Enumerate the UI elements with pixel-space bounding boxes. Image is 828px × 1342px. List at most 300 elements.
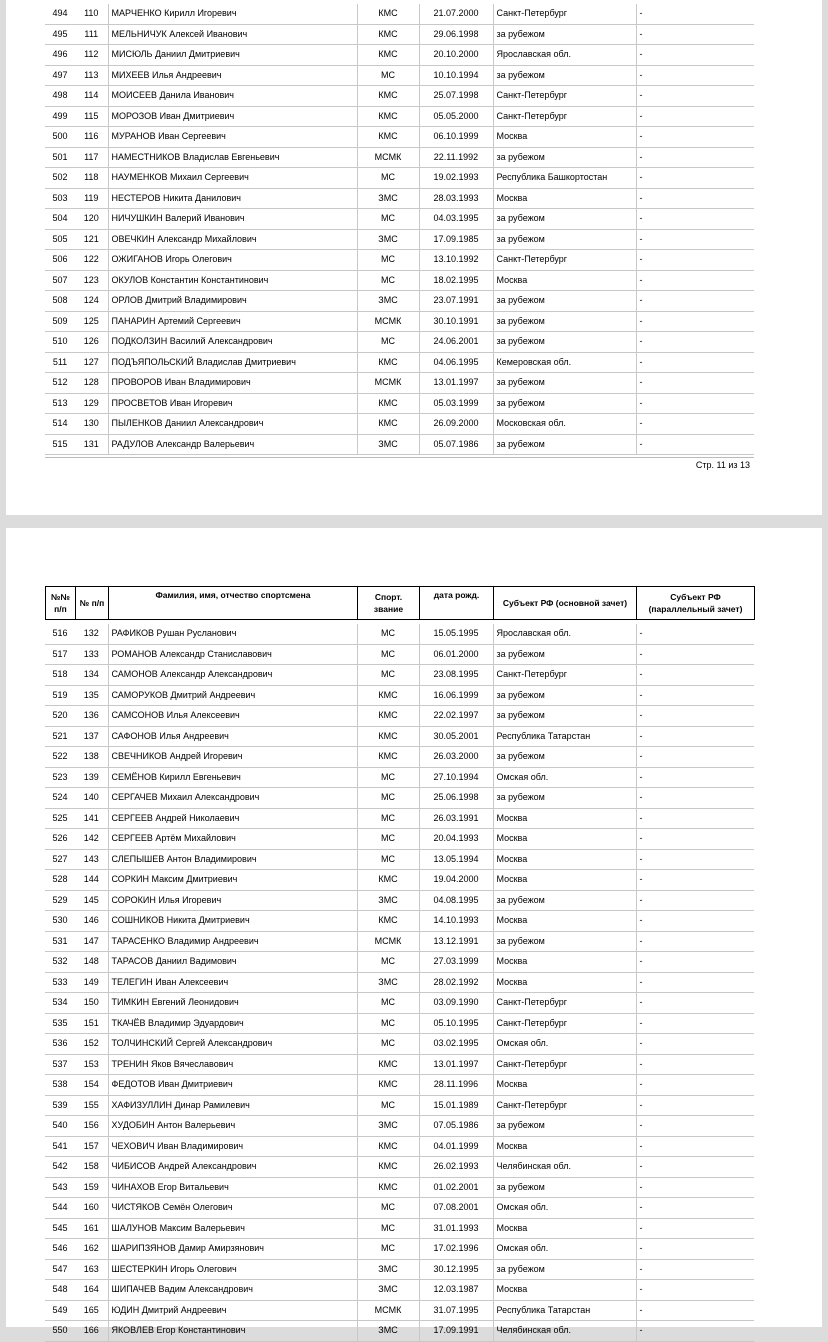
cell-birth-date: 25.07.1998 (419, 86, 493, 107)
cell-athlete-name: РАДУЛОВ Александр Валерьевич (108, 434, 357, 455)
cell-region-main: за рубежом (493, 209, 636, 230)
cell-row-index: 528 (45, 870, 75, 891)
table-row (45, 1198, 754, 1219)
table-row (45, 209, 754, 230)
cell-region-main: за рубежом (493, 1259, 636, 1280)
cell-row-index: 496 (45, 45, 75, 66)
cell-sport-title: КМС (357, 352, 419, 373)
cell-sport-title: ЗМС (357, 229, 419, 250)
table-row (45, 65, 754, 86)
cell-row-index: 516 (45, 624, 75, 644)
cell-region-parallel: - (636, 414, 754, 435)
cell-sport-title: КМС (357, 726, 419, 747)
cell-region-parallel: - (636, 1157, 754, 1178)
cell-sport-title: КМС (357, 870, 419, 891)
cell-athlete-name: ХАФИЗУЛЛИН Динар Рамилевич (108, 1095, 357, 1116)
cell-athlete-name: ЧИБИСОВ Андрей Александрович (108, 1157, 357, 1178)
cell-birth-date: 19.02.1993 (419, 168, 493, 189)
cell-sport-title: МС (357, 952, 419, 973)
cell-athlete-number: 127 (75, 352, 108, 373)
table-row (45, 188, 754, 209)
table-row (45, 911, 754, 932)
cell-region-main: Санкт-Петербург (493, 4, 636, 24)
cell-athlete-number: 148 (75, 952, 108, 973)
cell-region-main: за рубежом (493, 229, 636, 250)
cell-row-index: 534 (45, 993, 75, 1014)
cell-region-parallel: - (636, 1054, 754, 1075)
cell-athlete-number: 150 (75, 993, 108, 1014)
cell-birth-date: 23.07.1991 (419, 291, 493, 312)
table-row (45, 644, 754, 665)
cell-birth-date: 05.03.1999 (419, 393, 493, 414)
table-row (45, 86, 754, 107)
cell-athlete-name: ЧЕХОВИЧ Иван Владимирович (108, 1136, 357, 1157)
cell-athlete-name: МУРАНОВ Иван Сергеевич (108, 127, 357, 148)
cell-sport-title: ЗМС (357, 890, 419, 911)
table-row (45, 393, 754, 414)
cell-athlete-name: САМОРУКОВ Дмитрий Андреевич (108, 685, 357, 706)
cell-row-index: 526 (45, 829, 75, 850)
cell-birth-date: 24.06.2001 (419, 332, 493, 353)
cell-athlete-number: 165 (75, 1300, 108, 1321)
table-row (45, 870, 754, 891)
cell-birth-date: 05.10.1995 (419, 1013, 493, 1034)
cell-region-parallel: - (636, 1300, 754, 1321)
cell-region-main: за рубежом (493, 373, 636, 394)
table-row (45, 1013, 754, 1034)
cell-row-index: 500 (45, 127, 75, 148)
cell-row-index: 545 (45, 1218, 75, 1239)
cell-region-parallel: - (636, 1013, 754, 1034)
cell-athlete-name: ТРЕНИН Яков Вячеславович (108, 1054, 357, 1075)
cell-row-index: 513 (45, 393, 75, 414)
cell-row-index: 543 (45, 1177, 75, 1198)
cell-athlete-number: 135 (75, 685, 108, 706)
cell-sport-title: КМС (357, 45, 419, 66)
table-row (45, 890, 754, 911)
cell-birth-date: 18.02.1995 (419, 270, 493, 291)
cell-row-index: 533 (45, 972, 75, 993)
cell-athlete-number: 128 (75, 373, 108, 394)
header-region-parallel: Субъект РФ (параллельный зачет) (637, 587, 755, 620)
cell-region-parallel: - (636, 972, 754, 993)
table-row (45, 1136, 754, 1157)
cell-athlete-number: 117 (75, 147, 108, 168)
cell-athlete-name: ТАРАСОВ Даниил Вадимович (108, 952, 357, 973)
cell-athlete-number: 115 (75, 106, 108, 127)
cell-row-index: 541 (45, 1136, 75, 1157)
cell-region-main: за рубежом (493, 393, 636, 414)
cell-birth-date: 06.10.1999 (419, 127, 493, 148)
table-row (45, 1054, 754, 1075)
cell-athlete-name: НИЧУШКИН Валерий Иванович (108, 209, 357, 230)
cell-region-parallel: - (636, 1116, 754, 1137)
cell-birth-date: 29.06.1998 (419, 24, 493, 45)
cell-region-parallel: - (636, 434, 754, 455)
cell-athlete-name: ШИПАЧЕВ Вадим Александрович (108, 1280, 357, 1301)
cell-region-main: Омская обл. (493, 767, 636, 788)
cell-region-main: Республика Татарстан (493, 726, 636, 747)
cell-athlete-number: 120 (75, 209, 108, 230)
table-row (45, 1218, 754, 1239)
cell-region-main: Москва (493, 870, 636, 891)
cell-birth-date: 30.12.1995 (419, 1259, 493, 1280)
table-row (45, 767, 754, 788)
cell-birth-date: 27.03.1999 (419, 952, 493, 973)
cell-athlete-number: 149 (75, 972, 108, 993)
table-row (45, 434, 754, 455)
cell-region-parallel: - (636, 147, 754, 168)
table-row (45, 1259, 754, 1280)
cell-region-parallel: - (636, 86, 754, 107)
cell-region-main: Санкт-Петербург (493, 993, 636, 1014)
cell-athlete-number: 164 (75, 1280, 108, 1301)
cell-region-parallel: - (636, 767, 754, 788)
cell-birth-date: 05.07.1986 (419, 434, 493, 455)
cell-athlete-number: 132 (75, 624, 108, 644)
cell-birth-date: 13.10.1992 (419, 250, 493, 271)
cell-region-parallel: - (636, 168, 754, 189)
cell-region-main: Москва (493, 911, 636, 932)
cell-region-parallel: - (636, 65, 754, 86)
cell-region-parallel: - (636, 373, 754, 394)
cell-athlete-number: 146 (75, 911, 108, 932)
cell-region-main: Омская обл. (493, 1034, 636, 1055)
cell-region-main: Омская обл. (493, 1239, 636, 1260)
table-row (45, 250, 754, 271)
cell-athlete-number: 147 (75, 931, 108, 952)
cell-sport-title: КМС (357, 127, 419, 148)
cell-row-index: 494 (45, 4, 75, 24)
document-page-12 (6, 528, 822, 1335)
cell-row-index: 508 (45, 291, 75, 312)
cell-region-main: Москва (493, 1075, 636, 1096)
cell-athlete-number: 152 (75, 1034, 108, 1055)
table-row (45, 849, 754, 870)
cell-athlete-number: 142 (75, 829, 108, 850)
cell-sport-title: КМС (357, 106, 419, 127)
cell-region-main: Москва (493, 1136, 636, 1157)
cell-row-index: 497 (45, 65, 75, 86)
table-row (45, 747, 754, 768)
cell-birth-date: 26.02.1993 (419, 1157, 493, 1178)
cell-athlete-number: 114 (75, 86, 108, 107)
cell-row-index: 536 (45, 1034, 75, 1055)
cell-athlete-name: ПРОСВЕТОВ Иван Игоревич (108, 393, 357, 414)
table-row (45, 1075, 754, 1096)
cell-region-parallel: - (636, 665, 754, 686)
cell-region-main: за рубежом (493, 747, 636, 768)
cell-athlete-name: ЯКОВЛЕВ Егор Константинович (108, 1321, 357, 1342)
cell-birth-date: 03.09.1990 (419, 993, 493, 1014)
cell-row-index: 502 (45, 168, 75, 189)
cell-region-parallel: - (636, 1095, 754, 1116)
cell-birth-date: 31.07.1995 (419, 1300, 493, 1321)
table-row (45, 24, 754, 45)
cell-birth-date: 13.05.1994 (419, 849, 493, 870)
cell-row-index: 546 (45, 1239, 75, 1260)
cell-sport-title: МС (357, 1239, 419, 1260)
cell-region-parallel: - (636, 624, 754, 644)
cell-athlete-name: МАРЧЕНКО Кирилл Игоревич (108, 4, 357, 24)
cell-region-parallel: - (636, 644, 754, 665)
cell-athlete-number: 129 (75, 393, 108, 414)
cell-region-parallel: - (636, 788, 754, 809)
cell-region-parallel: - (636, 1075, 754, 1096)
cell-athlete-name: ПРОВОРОВ Иван Владимирович (108, 373, 357, 394)
cell-row-index: 538 (45, 1075, 75, 1096)
cell-row-index: 499 (45, 106, 75, 127)
cell-region-parallel: - (636, 706, 754, 727)
cell-athlete-name: МЕЛЬНИЧУК Алексей Иванович (108, 24, 357, 45)
cell-region-main: Москва (493, 952, 636, 973)
cell-region-main: Санкт-Петербург (493, 250, 636, 271)
cell-region-main: за рубежом (493, 311, 636, 332)
cell-athlete-number: 122 (75, 250, 108, 271)
cell-sport-title: КМС (357, 1136, 419, 1157)
cell-region-main: Москва (493, 1218, 636, 1239)
cell-birth-date: 04.08.1995 (419, 890, 493, 911)
cell-athlete-name: ОКУЛОВ Константин Константинович (108, 270, 357, 291)
table-row (45, 685, 754, 706)
cell-region-parallel: - (636, 1136, 754, 1157)
athletes-table-page-11 (45, 4, 754, 455)
cell-row-index: 527 (45, 849, 75, 870)
cell-sport-title: МС (357, 829, 419, 850)
cell-sport-title: МСМК (357, 147, 419, 168)
cell-athlete-name: МОРОЗОВ Иван Дмитриевич (108, 106, 357, 127)
cell-birth-date: 28.03.1993 (419, 188, 493, 209)
cell-athlete-number: 141 (75, 808, 108, 829)
cell-region-parallel: - (636, 209, 754, 230)
cell-sport-title: КМС (357, 747, 419, 768)
cell-athlete-name: МИСЮЛЬ Даниил Дмитриевич (108, 45, 357, 66)
cell-region-parallel: - (636, 291, 754, 312)
cell-region-main: Москва (493, 972, 636, 993)
cell-athlete-name: СЛЕПЫШЕВ Антон Владимирович (108, 849, 357, 870)
cell-region-main: за рубежом (493, 1177, 636, 1198)
cell-athlete-number: 144 (75, 870, 108, 891)
cell-athlete-name: ОРЛОВ Дмитрий Владимирович (108, 291, 357, 312)
cell-region-parallel: - (636, 685, 754, 706)
cell-row-index: 539 (45, 1095, 75, 1116)
cell-region-parallel: - (636, 393, 754, 414)
cell-region-main: Московская обл. (493, 414, 636, 435)
cell-athlete-number: 138 (75, 747, 108, 768)
cell-birth-date: 28.11.1996 (419, 1075, 493, 1096)
table-row (45, 972, 754, 993)
cell-row-index: 498 (45, 86, 75, 107)
cell-athlete-name: ШАРИПЗЯНОВ Дамир Амирзянович (108, 1239, 357, 1260)
cell-region-main: Кемеровская обл. (493, 352, 636, 373)
table-row (45, 1321, 754, 1342)
cell-athlete-name: СОРКИН Максим Дмитриевич (108, 870, 357, 891)
table-row (45, 1157, 754, 1178)
cell-row-index: 505 (45, 229, 75, 250)
cell-athlete-name: СОШНИКОВ Никита Дмитриевич (108, 911, 357, 932)
cell-row-index: 503 (45, 188, 75, 209)
cell-region-parallel: - (636, 1259, 754, 1280)
cell-row-index: 495 (45, 24, 75, 45)
cell-birth-date: 15.05.1995 (419, 624, 493, 644)
cell-region-main: Санкт-Петербург (493, 1013, 636, 1034)
cell-row-index: 512 (45, 373, 75, 394)
cell-sport-title: ЗМС (357, 1321, 419, 1342)
cell-sport-title: КМС (357, 1157, 419, 1178)
cell-birth-date: 28.02.1992 (419, 972, 493, 993)
table-row (45, 952, 754, 973)
cell-sport-title: КМС (357, 4, 419, 24)
cell-region-parallel: - (636, 106, 754, 127)
cell-athlete-name: ЧИСТЯКОВ Семён Олегович (108, 1198, 357, 1219)
cell-athlete-name: СОРОКИН Илья Игоревич (108, 890, 357, 911)
cell-athlete-number: 140 (75, 788, 108, 809)
cell-birth-date: 20.04.1993 (419, 829, 493, 850)
cell-athlete-number: 166 (75, 1321, 108, 1342)
cell-row-index: 507 (45, 270, 75, 291)
cell-region-parallel: - (636, 911, 754, 932)
cell-region-main: Санкт-Петербург (493, 1054, 636, 1075)
cell-sport-title: МС (357, 270, 419, 291)
cell-athlete-name: МОИСЕЕВ Данила Иванович (108, 86, 357, 107)
cell-athlete-name: МИХЕЕВ Илья Андреевич (108, 65, 357, 86)
cell-region-parallel: - (636, 726, 754, 747)
cell-athlete-name: ПЫЛЕНКОВ Даниил Александрович (108, 414, 357, 435)
cell-row-index: 504 (45, 209, 75, 230)
cell-athlete-name: ОВЕЧКИН Александр Михайлович (108, 229, 357, 250)
cell-region-main: за рубежом (493, 890, 636, 911)
cell-region-main: за рубежом (493, 931, 636, 952)
cell-athlete-name: ХУДОБИН Антон Валерьевич (108, 1116, 357, 1137)
cell-birth-date: 14.10.1993 (419, 911, 493, 932)
cell-sport-title: МС (357, 1095, 419, 1116)
cell-sport-title: МСМК (357, 311, 419, 332)
table-row (45, 332, 754, 353)
cell-row-index: 537 (45, 1054, 75, 1075)
cell-row-index: 510 (45, 332, 75, 353)
table-row (45, 1034, 754, 1055)
cell-birth-date: 04.03.1995 (419, 209, 493, 230)
cell-birth-date: 16.06.1999 (419, 685, 493, 706)
cell-athlete-name: ПОДЪЯПОЛЬСКИЙ Владислав Дмитриевич (108, 352, 357, 373)
header-region-main: Субъект РФ (основной зачет) (494, 587, 637, 620)
cell-athlete-number: 110 (75, 4, 108, 24)
cell-row-index: 531 (45, 931, 75, 952)
cell-birth-date: 07.08.2001 (419, 1198, 493, 1219)
cell-sport-title: ЗМС (357, 291, 419, 312)
table-row (45, 624, 754, 644)
cell-birth-date: 13.12.1991 (419, 931, 493, 952)
cell-region-main: Москва (493, 829, 636, 850)
cell-sport-title: МС (357, 1198, 419, 1219)
cell-athlete-number: 153 (75, 1054, 108, 1075)
header-full-name: Фамилия, имя, отчество спортсмена (109, 587, 358, 620)
cell-sport-title: ЗМС (357, 1116, 419, 1137)
cell-athlete-name: СЕРГЕЕВ Артём Михайлович (108, 829, 357, 850)
table-row (45, 726, 754, 747)
cell-birth-date: 19.04.2000 (419, 870, 493, 891)
table-row (45, 1095, 754, 1116)
cell-region-parallel: - (636, 250, 754, 271)
table-row (45, 808, 754, 829)
cell-athlete-number: 113 (75, 65, 108, 86)
cell-athlete-name: ЮДИН Дмитрий Андреевич (108, 1300, 357, 1321)
cell-region-main: за рубежом (493, 434, 636, 455)
cell-athlete-name: ТАРАСЕНКО Владимир Андреевич (108, 931, 357, 952)
cell-region-main: за рубежом (493, 644, 636, 665)
cell-region-parallel: - (636, 849, 754, 870)
cell-region-main: Ярославская обл. (493, 624, 636, 644)
cell-row-index: 529 (45, 890, 75, 911)
cell-athlete-name: НАМЕСТНИКОВ Владислав Евгеньевич (108, 147, 357, 168)
cell-region-main: за рубежом (493, 332, 636, 353)
cell-row-index: 509 (45, 311, 75, 332)
table-row (45, 829, 754, 850)
cell-region-parallel: - (636, 1280, 754, 1301)
cell-birth-date: 21.07.2000 (419, 4, 493, 24)
cell-region-parallel: - (636, 332, 754, 353)
cell-birth-date: 30.05.2001 (419, 726, 493, 747)
cell-row-index: 540 (45, 1116, 75, 1137)
table-row (45, 291, 754, 312)
cell-athlete-number: 157 (75, 1136, 108, 1157)
cell-region-main: за рубежом (493, 65, 636, 86)
table-header (45, 586, 755, 620)
cell-sport-title: МС (357, 1013, 419, 1034)
cell-row-index: 518 (45, 665, 75, 686)
cell-row-index: 532 (45, 952, 75, 973)
cell-sport-title: МС (357, 65, 419, 86)
cell-region-parallel: - (636, 45, 754, 66)
cell-athlete-number: 162 (75, 1239, 108, 1260)
cell-athlete-number: 155 (75, 1095, 108, 1116)
cell-sport-title: МСМК (357, 931, 419, 952)
table-row (45, 1177, 754, 1198)
cell-sport-title: МС (357, 250, 419, 271)
cell-region-main: за рубежом (493, 147, 636, 168)
cell-athlete-name: РАФИКОВ Рушан Русланович (108, 624, 357, 644)
cell-birth-date: 06.01.2000 (419, 644, 493, 665)
cell-region-main: Омская обл. (493, 1198, 636, 1219)
cell-birth-date: 17.09.1985 (419, 229, 493, 250)
cell-row-index: 530 (45, 911, 75, 932)
cell-athlete-name: ПАНАРИН Артемий Сергеевич (108, 311, 357, 332)
table-row (45, 352, 754, 373)
cell-sport-title: ЗМС (357, 1259, 419, 1280)
cell-sport-title: КМС (357, 1075, 419, 1096)
cell-region-main: Челябинская обл. (493, 1157, 636, 1178)
cell-athlete-name: ТИМКИН Евгений Леонидович (108, 993, 357, 1014)
cell-athlete-number: 134 (75, 665, 108, 686)
cell-athlete-number: 121 (75, 229, 108, 250)
cell-region-parallel: - (636, 993, 754, 1014)
cell-sport-title: МС (357, 849, 419, 870)
cell-birth-date: 22.02.1997 (419, 706, 493, 727)
cell-athlete-number: 119 (75, 188, 108, 209)
cell-birth-date: 13.01.1997 (419, 1054, 493, 1075)
cell-birth-date: 26.09.2000 (419, 414, 493, 435)
cell-region-parallel: - (636, 1177, 754, 1198)
cell-region-parallel: - (636, 188, 754, 209)
cell-athlete-name: ЧИНАХОВ Егор Витальевич (108, 1177, 357, 1198)
cell-birth-date: 30.10.1991 (419, 311, 493, 332)
cell-row-index: 521 (45, 726, 75, 747)
cell-region-parallel: - (636, 1218, 754, 1239)
cell-sport-title: КМС (357, 911, 419, 932)
cell-athlete-number: 163 (75, 1259, 108, 1280)
cell-region-main: Республика Башкортостан (493, 168, 636, 189)
cell-row-index: 524 (45, 788, 75, 809)
